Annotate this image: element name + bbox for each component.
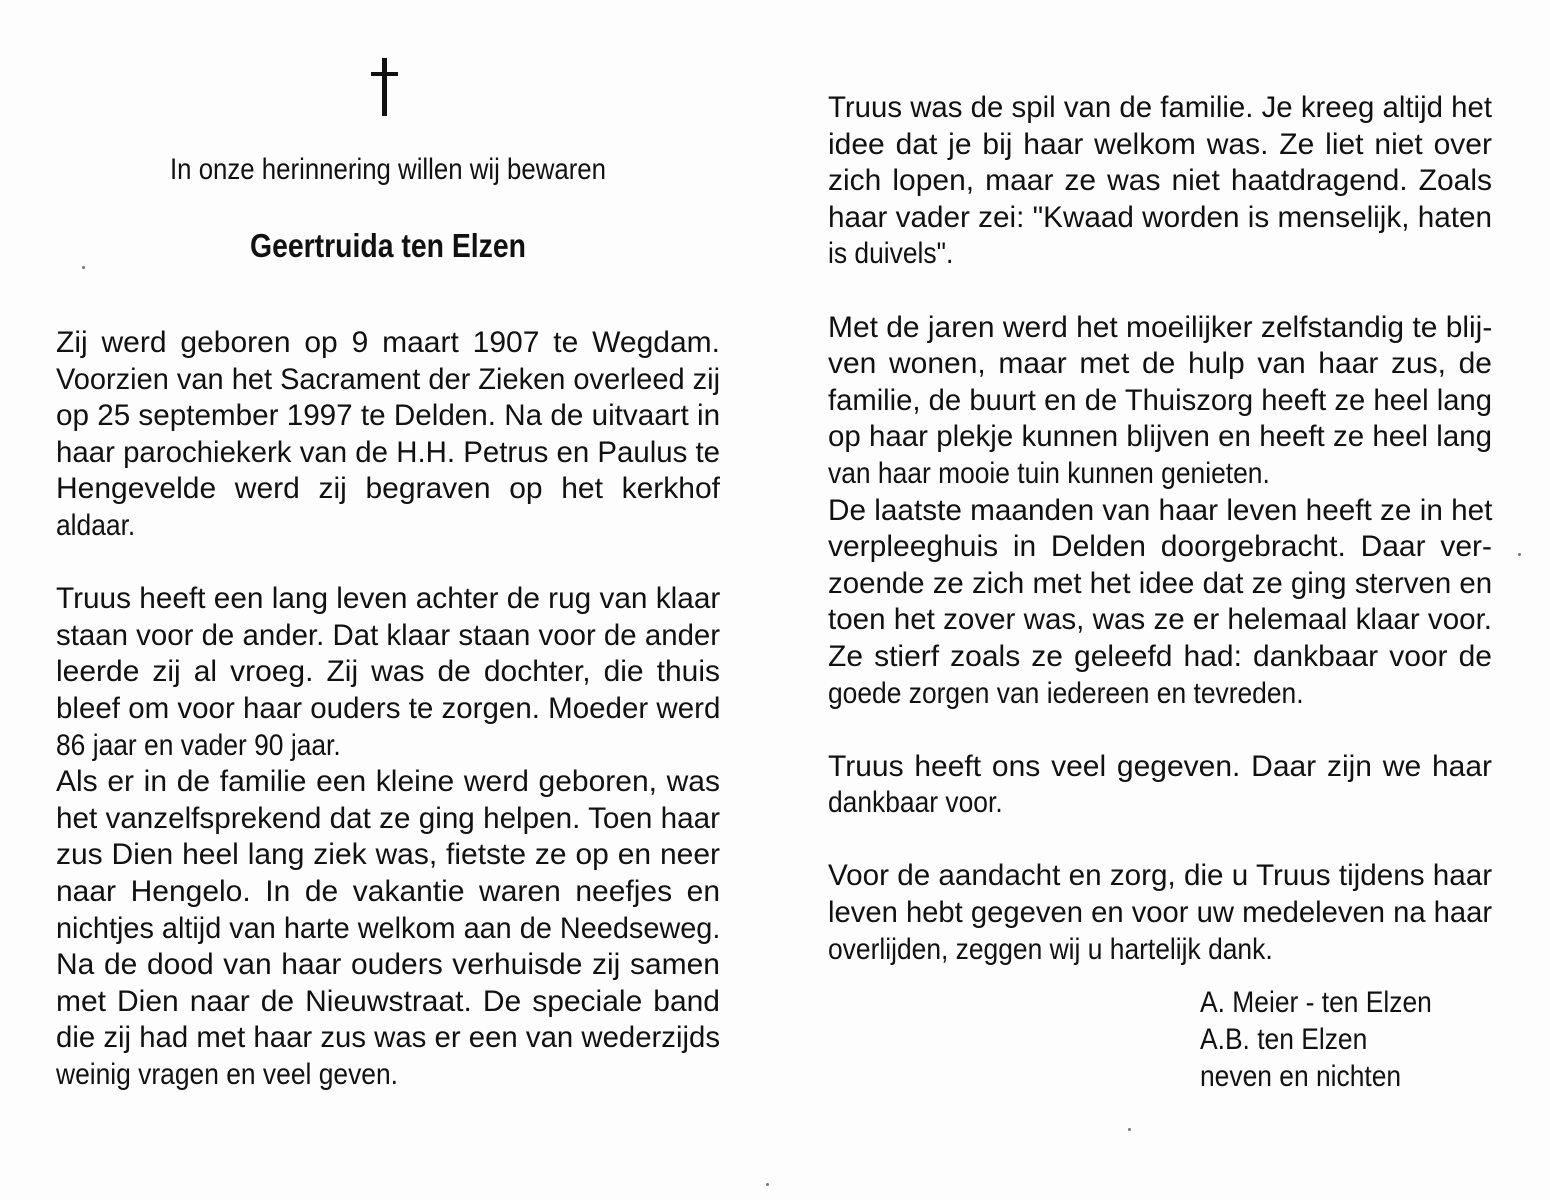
text-line: Voor de aandacht en zorg, die u Truus tijdens haar [828,859,1493,893]
text-line: nichtjes altijd van harte welkom aan de Needseweg. [56,911,721,945]
text-line: op haar plekje kunnen blijven en heeft ze heel lang [828,420,1492,454]
signers-block [1200,984,1463,1095]
text-line: goede zorgen van iedereen en tevreden. [828,676,1304,710]
signer-line: A.B. ten Elzen [1200,1023,1368,1056]
text-line: Ze stierf zoals ze geleefd had: dankbaar voor de [828,639,1492,673]
text-line: is duivels". [828,237,954,271]
text-line: Hengevelde werd zij begraven op het kerkhof [56,472,720,506]
text-line: naar Hengelo. In de vakantie waren neefjes en [56,874,720,908]
biography-paragraph [56,581,720,1093]
text-line: Truus heeft ons veel gegeven. Daar zijn we haar [828,749,1492,783]
later-years-paragraph [828,310,1492,713]
text-line: 86 jaar en vader 90 jaar. [56,728,341,762]
text-line: het vanzelfsprekend dat ze ging helpen. Toen haar [56,801,720,835]
left-column [56,325,720,1093]
cross-icon [370,58,400,118]
text-line: Zij werd geboren op 9 maart 1907 te Wegdam. [56,326,720,359]
text-line: zich lopen, maar ze was niet haatdragend. Zoals [828,164,1492,198]
text-line: verpleeghuis in Delden doorgebracht. Daar ver- [828,530,1492,564]
text-line: zoende ze zich met het idee dat ze ging sterven en [828,566,1493,600]
text-line: Truus heeft een lang leven achter de rug van klaar [56,582,721,616]
text-line: Na de dood van haar ouders verhuisde zij samen [56,948,720,982]
text-line: Truus was de spil van de familie. Je kreeg altijd het [828,91,1492,124]
text-line: leven hebt gegeven en voor uw medeleven na haar [828,896,1493,930]
intro-text: In onze herinnering willen wij bewaren [170,153,606,186]
text-line: leerde zij al vroeg. Zij was de dochter, die thuis [56,655,720,689]
text-line: Als er in de familie een kleine werd geboren, was [56,765,720,799]
text-line: zus Dien heel lang ziek was, fietste ze op en neer [56,838,720,872]
text-line: die zij had met haar zus was er een van wederzijds [56,1021,720,1055]
text-line: haar vader zei: "Kwaad worden is menselijk, haten [828,200,1493,234]
text-line: toen het zover was, was ze er helemaal klaar voor. [828,603,1492,637]
text-line: staan voor de ander. Dat klaar staan voor de ander [56,618,721,652]
scan-speck [1128,1128,1131,1131]
signer-line: A. Meier - ten Elzen [1200,986,1432,1019]
text-line: idee dat je bij haar welkom was. Ze liet niet over [828,127,1492,161]
signer-line: neven en nichten [1200,1060,1402,1093]
text-line: dankbaar voor. [828,786,1003,820]
text-line: ven wonen, maar met de hulp van haar zus, de [828,347,1492,381]
scan-speck [82,266,85,269]
thanks-paragraph [828,858,1492,968]
text-line: Voorzien van het Sacrament der Zieken overleed zij [56,362,721,396]
text-line: met Dien naar de Nieuwstraat. De speciale band [56,984,720,1018]
biography-paragraph [56,325,720,545]
scan-speck [1518,553,1521,556]
scan-speck [766,1183,769,1186]
text-line: De laatste maanden van haar leven heeft ze in het [828,493,1493,527]
text-line: weinig vragen en veel geven. [56,1057,398,1091]
text-line: familie, de buurt en de Thuiszorg heeft ze heel lang [828,383,1492,417]
text-line: bleef om voor haar ouders te zorgen. Moeder werd [56,691,721,725]
gratitude-paragraph [828,749,1492,822]
text-line: aldaar. [56,508,136,542]
deceased-name: Geertruida ten Elzen [249,227,526,264]
text-line: op 25 september 1997 te Delden. Na de uitvaart in [56,399,721,433]
right-column [828,90,1492,968]
text-line: van haar mooie tuin kunnen genieten. [828,456,1270,490]
text-line: haar parochiekerk van de H.H. Petrus en Paulus te [56,435,721,469]
text-line: overlijden, zeggen wij u hartelijk dank. [828,932,1273,966]
character-paragraph [828,90,1492,273]
text-line: Met de jaren werd het moeilijker zelfstandig te blij- [828,310,1493,344]
